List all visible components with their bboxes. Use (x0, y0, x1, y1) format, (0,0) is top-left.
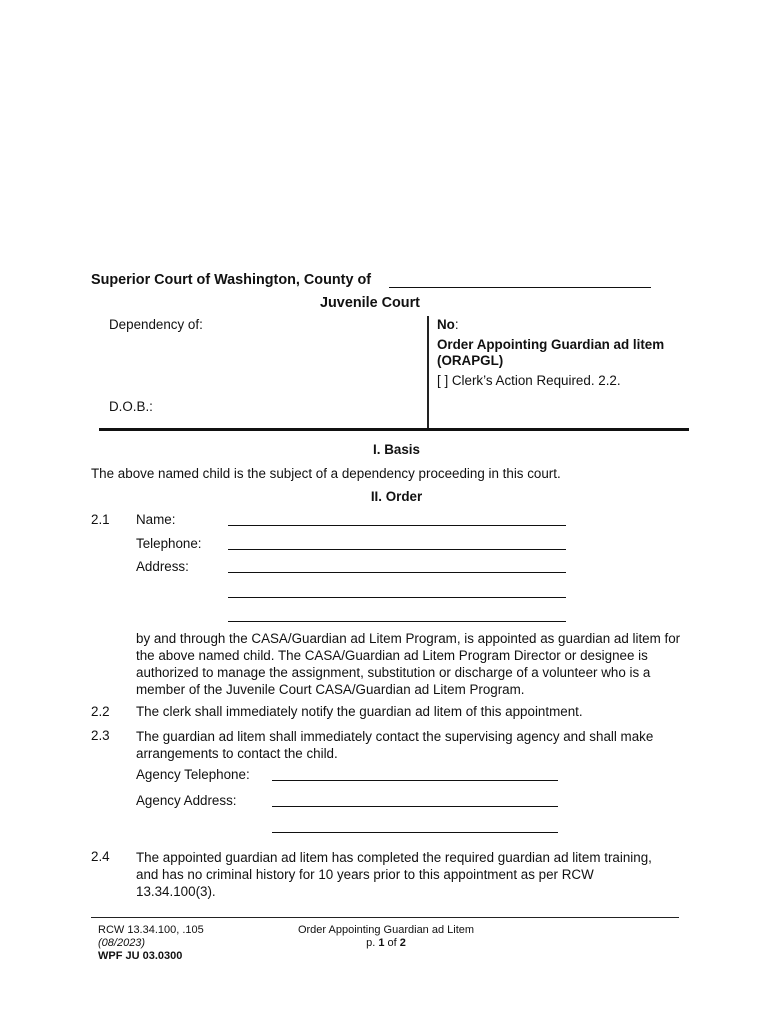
training-line: The appointed guardian ad litem has completed the required guardian ad litem training, (136, 850, 652, 865)
name-field[interactable] (228, 512, 566, 526)
dob-label: D.O.B.: (109, 399, 153, 414)
telephone-label: Telephone: (136, 536, 202, 551)
appointment-line: authorized to manage the assignment, substitution or discharge of a volunteer who is a (136, 665, 651, 680)
footer-rule (91, 917, 679, 918)
training-line: and has no criminal history for 10 years prior to this appointment as per RCW (136, 867, 594, 882)
footer-page-prefix: p. (366, 937, 379, 949)
caption-bottom-rule (99, 428, 689, 431)
agency-telephone-field[interactable] (272, 767, 558, 781)
footer-form-title: Order Appointing Guardian ad Litem (297, 924, 475, 936)
footer-left (98, 924, 204, 963)
telephone-field[interactable] (228, 536, 566, 550)
item-2-1-number: 2.1 (91, 512, 110, 527)
appointment-line: the above named child. The CASA/Guardian ad Litem Program Director or designee is (136, 648, 648, 663)
footer-page-number (286, 937, 486, 950)
case-number-label (437, 317, 459, 332)
footer-page-of: of (384, 937, 400, 949)
case-number-colon: : (454, 317, 459, 332)
address-label: Address: (136, 559, 189, 574)
name-label: Name: (136, 512, 176, 527)
training-line: 13.34.100(3). (136, 884, 216, 899)
footer-page-total: 2 (399, 937, 406, 949)
address-field-line3[interactable] (228, 608, 566, 622)
county-blank[interactable] (389, 271, 651, 288)
footer-date: (08/2023) (98, 937, 146, 949)
clerk-action-checkbox[interactable]: [ ] Clerk’s Action Required. 2.2. (437, 373, 621, 388)
contact-agency-paragraph (136, 728, 653, 762)
training-paragraph (136, 849, 652, 900)
address-field-line2[interactable] (228, 584, 566, 598)
dependency-label: Dependency of: (109, 317, 203, 332)
section-order-heading: II. Order (370, 489, 423, 504)
appointment-paragraph (136, 630, 680, 698)
contact-agency-line: The guardian ad litem shall immediately contact the supervising agency and shall make (136, 729, 654, 744)
basis-text: The above named child is the subject of a dependency proceeding in this court. (91, 466, 561, 481)
agency-address-field-line2[interactable] (272, 819, 558, 833)
footer-rcw: RCW 13.34.100, .105 (98, 924, 204, 936)
contact-agency-line: arrangements to contact the child. (136, 746, 338, 761)
item-2-3-number: 2.3 (91, 728, 110, 743)
footer-center (286, 924, 486, 950)
footer-page-current: 1 (378, 937, 385, 949)
appointment-line: member of the Juvenile Court CASA/Guardian ad Litem Program. (136, 682, 525, 697)
agency-address-label: Agency Address: (136, 793, 237, 808)
item-2-4-number: 2.4 (91, 849, 110, 864)
item-2-2-number: 2.2 (91, 704, 110, 719)
form-title-line1: Order Appointing Guardian ad litem (437, 337, 665, 352)
address-field-line1[interactable] (228, 559, 566, 573)
case-number-no: No (437, 317, 455, 332)
section-basis-heading: I. Basis (373, 442, 420, 457)
court-name: Superior Court of Washington, County of (91, 272, 372, 288)
form-title-line2: (ORAPGL) (437, 353, 504, 368)
court-subtitle: Juvenile Court (320, 295, 420, 311)
clerk-notify-text: The clerk shall immediately notify the guardian ad litem of this appointment. (136, 704, 583, 719)
caption-divider (427, 316, 429, 430)
footer-form-id: WPF JU 03.0300 (98, 950, 183, 962)
appointment-line: by and through the CASA/Guardian ad Litem Program, is appointed as guardian ad litem for (136, 631, 681, 646)
agency-telephone-label: Agency Telephone: (136, 767, 250, 782)
agency-address-field-line1[interactable] (272, 793, 558, 807)
